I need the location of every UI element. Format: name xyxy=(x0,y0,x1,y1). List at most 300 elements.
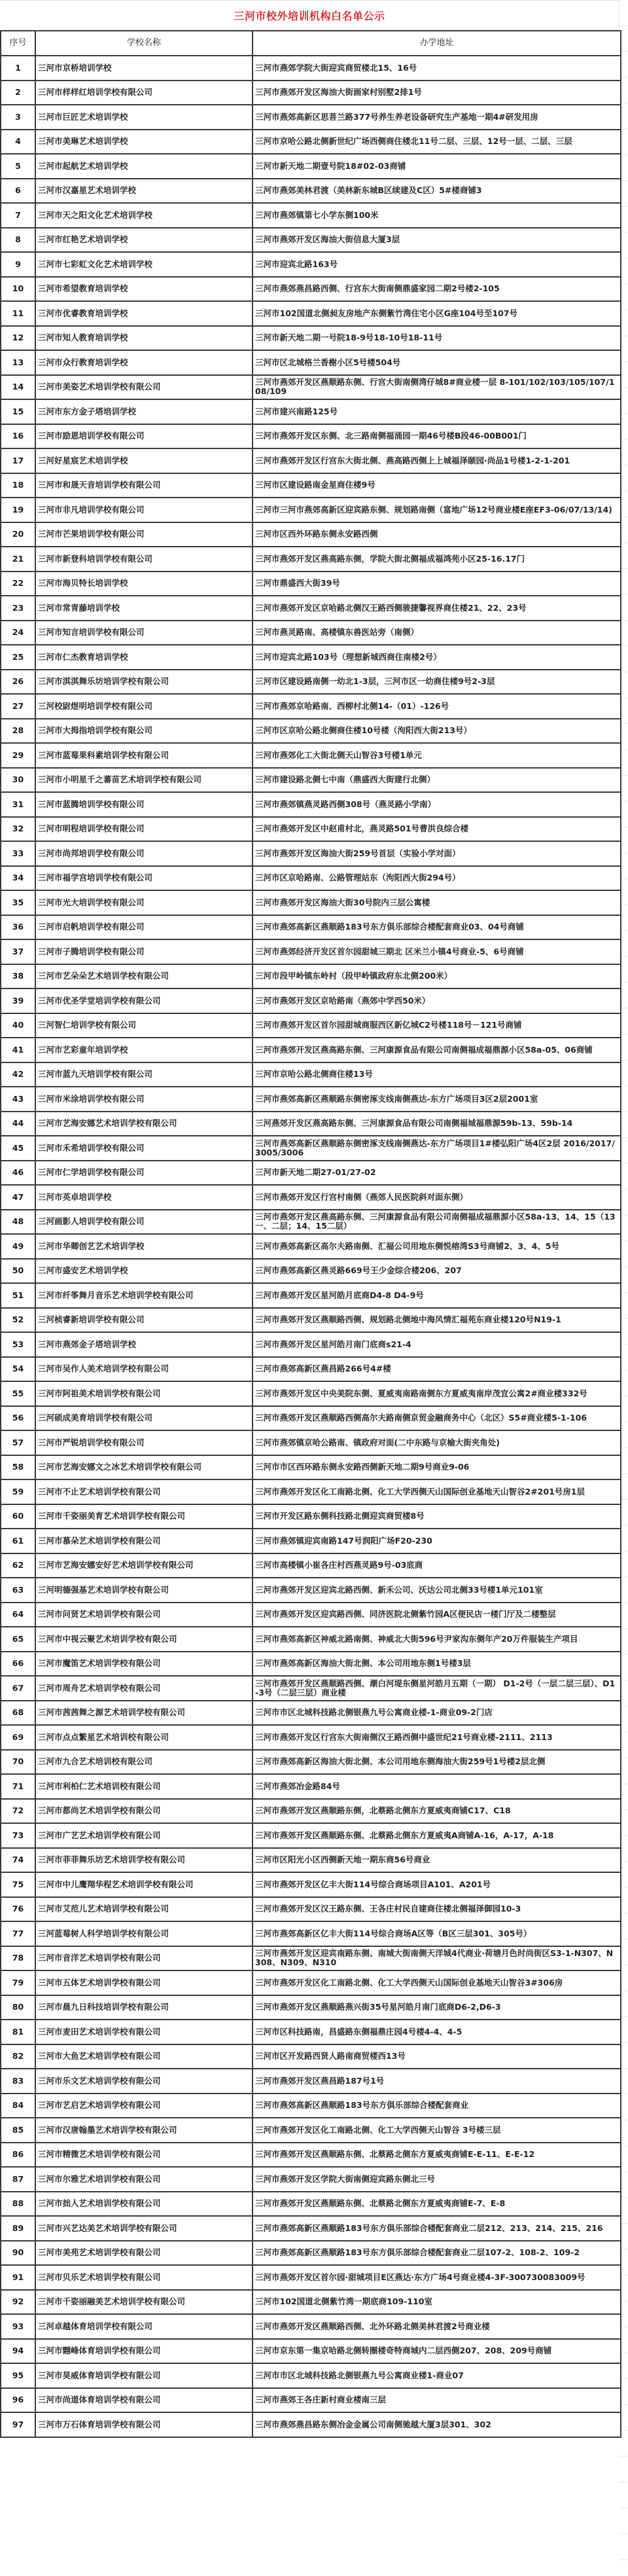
address-cell: 三河市京东第一集京哈路北侧转圈楼奇特商城内二层西侧207、208、209号商铺 xyxy=(253,2339,621,2364)
address-cell: 三河市燕郊高新区燕顺路183号东方俱乐部综合楼配套商业二层212、213、214、215、216 xyxy=(253,2216,621,2241)
row-seq: 76 xyxy=(1,1897,35,1922)
school-name-cell: 三河市七彩虹文化艺术培训学校 xyxy=(35,252,253,277)
school-name-cell: 三河蓝莓树人科学培训学校有限公司 xyxy=(35,1921,253,1946)
row-seq: 31 xyxy=(1,792,35,817)
table-row xyxy=(1,2020,621,2044)
table-row xyxy=(1,989,621,1013)
address-cell: 三河市燕郊开发区燕昌路187号1号 xyxy=(253,2069,621,2094)
row-seq: 2 xyxy=(1,81,35,105)
table-row xyxy=(1,375,621,400)
school-name-cell: 三河市不止艺术培训学校有限公司 xyxy=(35,1479,253,1504)
address-cell: 三河市燕郊开发区中赵甫村北，燕灵路501号曹洪良综合楼 xyxy=(253,817,621,842)
row-seq: 39 xyxy=(1,989,35,1013)
row-seq: 72 xyxy=(1,1799,35,1824)
address-cell: 三河市燕郊开发区亿丰大街114号综合商场项目A101、A201号 xyxy=(253,1872,621,1897)
row-seq: 95 xyxy=(1,2363,35,2388)
address-cell: 三河市市区北城科技路北侧银燕九号公寓商业楼1-商业07 xyxy=(253,2363,621,2388)
row-seq: 58 xyxy=(1,1455,35,1480)
table-row xyxy=(1,1283,621,1308)
school-name-cell: 三河市知言培训学校有限公司 xyxy=(35,621,253,645)
table-row xyxy=(1,1725,621,1750)
address-cell: 三河市燕郊开发区首尔园甜城商服西区新亿城C2号楼118号－121号商铺 xyxy=(253,1013,621,1038)
row-seq: 94 xyxy=(1,2339,35,2364)
row-seq: 81 xyxy=(1,2020,35,2044)
address-cell: 三河市京哈公路北侧新世纪广场西侧商住楼北11号二层、三层、12号一层、二层、三层 xyxy=(253,130,621,154)
table-row xyxy=(1,130,621,154)
school-name-cell: 三河市九合艺术培训校有限公司 xyxy=(35,1750,253,1775)
row-seq: 97 xyxy=(1,2412,35,2437)
row-seq: 24 xyxy=(1,621,35,645)
school-name-cell: 三河市知人教育培训学校 xyxy=(35,326,253,351)
school-name-cell: 三河市蓝莓果科素培训学校有限公司 xyxy=(35,743,253,768)
row-seq: 20 xyxy=(1,522,35,547)
row-seq: 4 xyxy=(1,130,35,154)
address-cell: 三河市燕郊开发区迎宾北路西侧、新禾公司、沃达公司北侧33号楼1单元101室 xyxy=(253,1578,621,1603)
address-cell: 三河市燕郊开发区行宫村南侧（燕郊人民医院斜对面东侧） xyxy=(253,1185,621,1210)
school-name-cell: 三河市光大培训学校有限公司 xyxy=(35,890,253,915)
address-cell: 三河市燕郊开发区中央美院东侧、夏威夷南路南侧东方夏威夷南岸茂宜公寓2#商业楼332号 xyxy=(253,1381,621,1406)
address-cell: 三河市燕郊开发区汉王路东侧、王各庄村民自建商住楼北侧福泽御园10-3 xyxy=(253,1897,621,1922)
row-seq: 41 xyxy=(1,1038,35,1062)
school-name-cell: 三河市千姿丽美育艺术培训学校有限公司 xyxy=(35,1504,253,1529)
table-row xyxy=(1,252,621,277)
address-cell: 三河市燕郊开发区燕顺路东侧、北蔡路北侧东方夏威夷A商铺A-16，A-17，A-18 xyxy=(253,1823,621,1848)
table-row xyxy=(1,203,621,228)
row-seq: 9 xyxy=(1,252,35,277)
row-seq: 71 xyxy=(1,1774,35,1799)
address-cell: 三河市燕郊王各庄新村商业楼南三层 xyxy=(253,2388,621,2413)
address-cell: 三河市燕郊冶金路84号 xyxy=(253,1774,621,1799)
address-cell: 三河市燕郊燕昌路东侧冶金金属公司南侧驰越大厦3层301、302 xyxy=(253,2412,621,2437)
row-seq: 77 xyxy=(1,1921,35,1946)
row-seq: 51 xyxy=(1,1283,35,1308)
address-cell: 三河市燕郊开发区燕高路东侧、三河康源食品有限公司南侧福成福鼎源小区58a-13、14、15（13一、二层；14、15二层） xyxy=(253,1210,621,1235)
table-row xyxy=(1,1921,621,1946)
table-row xyxy=(1,1553,621,1578)
table-row xyxy=(1,1799,621,1824)
address-cell: 三河市燕郊经济开发区首尔园甜城三期北 区米兰小镇4号商业-5、6号商铺 xyxy=(253,939,621,964)
row-seq: 79 xyxy=(1,1970,35,1995)
school-name-cell: 三河硕成美育培训学校有限公司 xyxy=(35,1406,253,1431)
table-row xyxy=(1,1652,621,1677)
school-name-cell: 三河市大鱼艺术培训学校有限公司 xyxy=(35,2044,253,2069)
school-name-cell: 三河市仁学培训学校有限公司 xyxy=(35,1161,253,1186)
school-name-cell: 三河市尚道体育培训学校有限公司 xyxy=(35,2388,253,2413)
row-seq: 54 xyxy=(1,1357,35,1382)
row-seq: 38 xyxy=(1,964,35,989)
table-row xyxy=(1,915,621,940)
table-row xyxy=(1,1406,621,1431)
table-row xyxy=(1,1087,621,1112)
address-cell: 三河市燕郊开发区东侧、北三路南侧福涌园一期46号楼B段46-00B001门 xyxy=(253,424,621,449)
school-name-cell: 三河市菲菲舞乐坊艺术培训学校有限公司 xyxy=(35,1848,253,1873)
row-seq: 3 xyxy=(1,105,35,130)
row-seq: 46 xyxy=(1,1161,35,1186)
table-row xyxy=(1,2241,621,2266)
address-cell: 三河市燕郊开发区海油大街30号院内三层公寓楼 xyxy=(253,890,621,915)
row-seq: 86 xyxy=(1,2143,35,2168)
table-row xyxy=(1,719,621,744)
school-name-cell: 三河市大拇指培训学校有限公司 xyxy=(35,719,253,744)
school-name-cell: 三河市五体艺术培训学校有限公司 xyxy=(35,1970,253,1995)
table-row xyxy=(1,2412,621,2437)
address-cell: 三河市燕郊高新区燕顺路东侧密涿支线南侧燕达-东方广场项目1#楼弘阳广场4区2层 2016/2017/3005/3006 xyxy=(253,1136,621,1161)
school-name-cell: 三河市中视云聚艺术培训学校有限公司 xyxy=(35,1627,253,1652)
address-cell: 三河市燕灵路南、高楼镇东兽医站旁（南侧） xyxy=(253,621,621,645)
address-cell: 三河市燕郊镇京哈公路南、镇政府对面(二中东路与京榆大街夹角处) xyxy=(253,1430,621,1455)
address-cell: 三河市区开发路西贤人路南商贸楼西13号 xyxy=(253,2044,621,2069)
row-seq: 5 xyxy=(1,154,35,179)
table-row xyxy=(1,1970,621,1995)
address-cell: 三河燕郊开发区燕高路东侧、三河康源食品有限公司南侧福城福鼎源59b-13、59b-14 xyxy=(253,1112,621,1136)
row-seq: 34 xyxy=(1,866,35,891)
address-cell: 三河市区科技路南，昌盛路东侧福鼎庄园4号楼4-4、4-5 xyxy=(253,2020,621,2044)
table-header-row xyxy=(1,31,621,56)
table-row xyxy=(1,301,621,326)
school-name-cell: 三河市艺启艺术培训学校有限公司 xyxy=(35,2094,253,2118)
table-row xyxy=(1,2069,621,2094)
title-band xyxy=(0,0,619,30)
table-row xyxy=(1,964,621,989)
row-seq: 70 xyxy=(1,1750,35,1775)
school-name-cell: 三河市新登科培训学校有限公司 xyxy=(35,547,253,571)
table-row xyxy=(1,1185,621,1210)
address-cell: 三河市燕郊开发区迎宾路西侧、同济医院北侧紫竹园A区便民店一楼门厅及二楼整层 xyxy=(253,1603,621,1627)
row-seq: 49 xyxy=(1,1234,35,1259)
address-cell: 三河市燕郊镇第七小学东侧100米 xyxy=(253,203,621,228)
school-name-cell: 三河市麦田艺术培训学校有限公司 xyxy=(35,2020,253,2044)
address-cell: 三河市开发区路东侧科技路北侧迎宾商贸楼8号 xyxy=(253,1504,621,1529)
table-row xyxy=(1,1381,621,1406)
row-seq: 80 xyxy=(1,1995,35,2020)
table-row xyxy=(1,2118,621,2143)
address-cell: 三河市燕郊开发区燕顺路西侧、规划路北侧地中海风情汇福苑东商业楼120号N19-1 xyxy=(253,1308,621,1333)
row-seq: 52 xyxy=(1,1308,35,1333)
address-cell: 三河市燕郊开发区化工南路北侧、化工大学西侧天山国际创业基地天山智谷3#306房 xyxy=(253,1970,621,1995)
table-row xyxy=(1,890,621,915)
row-seq: 23 xyxy=(1,596,35,621)
row-seq: 45 xyxy=(1,1136,35,1161)
table-row xyxy=(1,2192,621,2217)
address-cell: 三河市102国道北侧紫竹湾一期底商109-110室 xyxy=(253,2290,621,2315)
address-cell: 三河市燕郊高新区思菩兰路377号养生养老设备研究生产基地一期4#研发用房 xyxy=(253,105,621,130)
address-cell: 三河市燕郊开发区海油大街画家村别墅2排1号 xyxy=(253,81,621,105)
address-cell: 三河市区阳光小区西侧新天地一期东商56号商业 xyxy=(253,1848,621,1873)
table-row xyxy=(1,2143,621,2168)
address-cell: 三河市燕郊高新区燕顺路183号东方俱乐部综合楼配套商业03、04号商铺 xyxy=(253,915,621,940)
table-row xyxy=(1,596,621,621)
address-cell: 三河市区西外环路东侧永安路西侧 xyxy=(253,522,621,547)
address-cell: 三河市燕郊开发区燕顺路西侧、潮白河堤东侧星河皓月五期（一期） D1-2号（一层二层三层）、D1-3号（二层三层）商业楼 xyxy=(253,1676,621,1701)
address-cell: 三河市燕郊开发区燕高路东侧、三河康源食品有限公司南侧福成福鼎源小区58a-05、06商铺 xyxy=(253,1038,621,1062)
school-name-cell: 三河市汉唐翰墨艺术培训学校有限公司 xyxy=(35,2118,253,2143)
school-name-cell: 三河市精微艺术培训学校有限公司 xyxy=(35,2143,253,2168)
row-seq: 27 xyxy=(1,694,35,719)
address-cell: 三河市燕郊开发区海油大街信息大厦3层 xyxy=(253,228,621,253)
table-row xyxy=(1,2388,621,2413)
address-cell: 三河市燕郊开发区迎宾南路东侧、南城大街南侧天洋城4代商业·荷塘月色时尚街区S3-1-N307、N308、N309、N310 xyxy=(253,1946,621,1971)
school-name-cell: 三河市严锐培训学校有限公司 xyxy=(35,1430,253,1455)
school-name-cell: 三河市小明星千之蕃苗艺术培训学校有限公司 xyxy=(35,768,253,793)
school-name-cell: 三河市纤筝舞月音乐艺术培训学校有限公司 xyxy=(35,1283,253,1308)
address-cell: 三河市燕郊开发区星河皓月南门底商s21-4 xyxy=(253,1332,621,1357)
row-seq: 48 xyxy=(1,1210,35,1235)
school-name-cell: 三河市淇淇舞乐坊培训学校有限公司 xyxy=(35,670,253,695)
school-name-cell: 三河市蓝九天培训学校有限公司 xyxy=(35,1062,253,1087)
school-name-cell: 三河市天之阳文化艺术培训学校 xyxy=(35,203,253,228)
row-seq: 13 xyxy=(1,350,35,375)
row-seq: 36 xyxy=(1,915,35,940)
address-cell: 三河市迎宾北路163号 xyxy=(253,252,621,277)
page-title: 三河市校外培训机构白名单公示 xyxy=(234,10,385,22)
row-seq: 62 xyxy=(1,1553,35,1578)
table-row xyxy=(1,399,621,424)
row-seq: 37 xyxy=(1,939,35,964)
school-name-cell: 三河好星宸艺术培训学校 xyxy=(35,448,253,473)
row-seq: 64 xyxy=(1,1603,35,1627)
table-row xyxy=(1,154,621,179)
address-cell: 三河市燕郊燕昌路西侧、行宫东大街南侧鼎盛家园二期2号楼2-105 xyxy=(253,277,621,302)
table-row xyxy=(1,105,621,130)
row-seq: 53 xyxy=(1,1332,35,1357)
table-row xyxy=(1,1455,621,1480)
school-name-cell: 三河市艺海安娜文之冰艺术培训学校有限公司 xyxy=(35,1455,253,1480)
address-cell: 三河市燕郊开发区燕顺路东侧、北蔡路北侧东方夏威夷商铺E-7、E-8 xyxy=(253,2192,621,2217)
table-row xyxy=(1,350,621,375)
table-row xyxy=(1,1701,621,1726)
table-body xyxy=(1,56,621,2437)
address-cell: 三河市新天地二期壹号院18#02-03商铺 xyxy=(253,154,621,179)
address-cell: 三河市燕郊开发区燕顺路西侧、北外环路北侧美林君渡2号商业楼 xyxy=(253,2314,621,2339)
school-name-cell: 三河市禾希培训学校有限公司 xyxy=(35,1136,253,1161)
table-row xyxy=(1,498,621,522)
address-cell: 三河市迎宾北路103号（理想新城西商住南楼2号） xyxy=(253,645,621,670)
school-name-cell: 三河市明程培训学校有限公司 xyxy=(35,817,253,842)
address-cell: 三河市区北城格兰香榭小区5号楼504号 xyxy=(253,350,621,375)
school-name-cell: 三河市问贤艺术培训学校有限公司 xyxy=(35,1603,253,1627)
table-row xyxy=(1,228,621,253)
row-seq: 90 xyxy=(1,2241,35,2266)
row-seq: 19 xyxy=(1,498,35,522)
table-row xyxy=(1,645,621,670)
table-row xyxy=(1,522,621,547)
table-row xyxy=(1,841,621,866)
row-seq: 73 xyxy=(1,1823,35,1848)
school-name-cell: 三河市海贝特长培训学校 xyxy=(35,571,253,596)
address-cell: 三河市燕郊开发区燕顺路西侧高尔夫路南侧京贸金融商务中心（北区）S5#商业楼5-1-106 xyxy=(253,1406,621,1431)
table-row xyxy=(1,1676,621,1701)
school-name-cell: 三河市仁杰教育培训学校 xyxy=(35,645,253,670)
school-name-cell: 三河市众行教育培训学校 xyxy=(35,350,253,375)
address-cell: 三河市建兴南路125号 xyxy=(253,399,621,424)
row-seq: 93 xyxy=(1,2314,35,2339)
school-name-cell: 三河市非凡培训学校有限公司 xyxy=(35,498,253,522)
table-row xyxy=(1,1479,621,1504)
row-seq: 68 xyxy=(1,1701,35,1726)
school-name-cell: 三河市红艳艺术培训学校 xyxy=(35,228,253,253)
table-row xyxy=(1,1774,621,1799)
table-row xyxy=(1,56,621,81)
row-seq: 65 xyxy=(1,1627,35,1652)
whitelist-table xyxy=(0,30,621,2438)
address-cell: 三河市新天地二期27-01/27-02 xyxy=(253,1161,621,1186)
school-name-cell: 三河市周舟艺术培训学校有限公司 xyxy=(35,1676,253,1701)
row-seq: 96 xyxy=(1,2388,35,2413)
row-seq: 11 xyxy=(1,301,35,326)
address-cell: 三河市燕郊开发区星河皓月底商D4-8 D4-9号 xyxy=(253,1283,621,1308)
school-name-cell: 三河市茜茜舞之源艺术培训学校有限公司 xyxy=(35,1701,253,1726)
row-seq: 16 xyxy=(1,424,35,449)
school-name-cell: 三河市艺朵朵艺术培训学校有限公司 xyxy=(35,964,253,989)
school-name-cell: 三河校尉煜明培训学校有限公司 xyxy=(35,694,253,719)
school-name-cell: 三河市千姿丽融美艺术培训学校有限公司 xyxy=(35,2290,253,2315)
row-seq: 82 xyxy=(1,2044,35,2069)
table-row xyxy=(1,473,621,498)
school-name-cell: 三河市利柏仁艺术培训校有限公司 xyxy=(35,1774,253,1799)
table-row xyxy=(1,670,621,695)
address-cell: 三河市区京哈路南、公路管理站东（泃阳西大街294号） xyxy=(253,866,621,891)
school-name-cell: 三河市魔笛艺术培训学校有限公司 xyxy=(35,1652,253,1677)
address-cell: 三河市燕郊高新区海油大街北侧、本公司用地东侧海油大街259号1号楼2层北侧 xyxy=(253,1750,621,1775)
row-seq: 47 xyxy=(1,1185,35,1210)
table-row xyxy=(1,1578,621,1603)
school-name-cell: 三河市优圣学堂培训学校有限公司 xyxy=(35,989,253,1013)
row-seq: 40 xyxy=(1,1013,35,1038)
address-cell: 三河市燕郊开发区燕顺路东侧、北蔡路北侧东方夏威夷商铺E-E-11、E-E-12 xyxy=(253,2143,621,2168)
school-name-cell: 三河市和晟天音培训学校有限公司 xyxy=(35,473,253,498)
address-cell: 三河市市区北城科技路北侧银燕九号公寓商业楼-1-商业09-2门店 xyxy=(253,1701,621,1726)
row-seq: 55 xyxy=(1,1381,35,1406)
address-cell: 三河市区建设路南金星商住楼9号 xyxy=(253,473,621,498)
address-cell: 三河市京哈公路北侧商住楼13号 xyxy=(253,1062,621,1087)
table-row xyxy=(1,1529,621,1553)
address-cell: 三河市高楼镇小崔各庄村西燕灵路9号-03底商 xyxy=(253,1553,621,1578)
school-name-cell: 三河卓越体育培训学校有限公司 xyxy=(35,2314,253,2339)
table-row xyxy=(1,1872,621,1897)
school-name-cell: 三河市样样红培训学校有限公司 xyxy=(35,81,253,105)
address-cell: 三河市燕郊美林君渡（美林新东城B区续建及C区）5#楼商铺3 xyxy=(253,179,621,204)
address-cell: 三河市燕郊开发区行宫东大街北侧、燕高路西侧上上城福泽颐园·尚品1号楼1-2-1-201 xyxy=(253,448,621,473)
row-seq: 12 xyxy=(1,326,35,351)
address-cell: 三河市燕郊高新区海油大街北侧、本公司用地东侧1号楼3层 xyxy=(253,1652,621,1677)
table-row xyxy=(1,1627,621,1652)
table-row xyxy=(1,2339,621,2364)
school-name-cell: 三河市美姿艺术培训学校有限公司 xyxy=(35,375,253,400)
table-row xyxy=(1,621,621,645)
table-row xyxy=(1,1430,621,1455)
row-seq: 78 xyxy=(1,1946,35,1971)
address-cell: 三河市燕郊高新区高尔夫路南侧、汇福公司用地东侧悦榕湾S3号商铺2、3、4、5号 xyxy=(253,1234,621,1259)
row-seq: 25 xyxy=(1,645,35,670)
table-row xyxy=(1,2265,621,2290)
table-row xyxy=(1,2216,621,2241)
school-name-cell: 三河市巨匠艺术培训学校 xyxy=(35,105,253,130)
address-cell: 三河市燕郊开发区行宫东大街南侧汉王路西侧中盛世纪21号商业楼-2111、2113 xyxy=(253,1725,621,1750)
table-row xyxy=(1,792,621,817)
row-seq: 7 xyxy=(1,203,35,228)
school-name-cell: 三河市艺海安娜安好艺术培训学校有限公司 xyxy=(35,1553,253,1578)
table-row xyxy=(1,1946,621,1971)
header-address: 办学地址 xyxy=(253,31,621,56)
row-seq: 43 xyxy=(1,1087,35,1112)
school-name-cell: 三河市尚邦培训学校有限公司 xyxy=(35,841,253,866)
row-seq: 59 xyxy=(1,1479,35,1504)
school-name-cell: 三河市拙人艺术培训学校有限公司 xyxy=(35,2192,253,2217)
address-cell: 三河市燕郊开发区燕顺路东侧，北蔡路北侧东方夏威夷商铺C17、C18 xyxy=(253,1799,621,1824)
school-name-cell: 三河智仁培训学校有限公司 xyxy=(35,1013,253,1038)
address-cell: 三河市鼎盛西大街39号 xyxy=(253,571,621,596)
table-row xyxy=(1,81,621,105)
row-seq: 30 xyxy=(1,768,35,793)
school-name-cell: 三河市京桥培训学校 xyxy=(35,56,253,81)
table-row xyxy=(1,1161,621,1186)
table-row xyxy=(1,1259,621,1284)
row-seq: 15 xyxy=(1,399,35,424)
row-seq: 92 xyxy=(1,2290,35,2315)
school-name-cell: 三河市音洋艺术培训学校有限公司 xyxy=(35,1946,253,1971)
row-seq: 56 xyxy=(1,1406,35,1431)
table-row xyxy=(1,1210,621,1235)
address-cell: 三河市区京哈公路北侧商住楼10号楼（泃阳西大街213号） xyxy=(253,719,621,744)
row-seq: 57 xyxy=(1,1430,35,1455)
row-seq: 61 xyxy=(1,1529,35,1553)
school-name-cell: 三河市翾峰体育培训学校有限公司 xyxy=(35,2339,253,2364)
table-row xyxy=(1,571,621,596)
row-seq: 21 xyxy=(1,547,35,571)
address-cell: 三河市燕郊镇迎宾南路147号润阳广场F20-230 xyxy=(253,1529,621,1553)
table-row xyxy=(1,1504,621,1529)
school-name-cell: 三河市起航艺术培训学校 xyxy=(35,154,253,179)
school-name-cell: 三河市中儿鹰翔华程艺术培训学校有限公司 xyxy=(35,1872,253,1897)
row-seq: 28 xyxy=(1,719,35,744)
table-row xyxy=(1,2167,621,2192)
table-row xyxy=(1,1750,621,1775)
school-name-cell: 三河画影人培训学校有限公司 xyxy=(35,1210,253,1235)
row-seq: 35 xyxy=(1,890,35,915)
row-seq: 32 xyxy=(1,817,35,842)
school-name-cell: 三河市美苑艺术培训学校有限公司 xyxy=(35,2241,253,2266)
school-name-cell: 三河明德强基艺术培训学校有限公司 xyxy=(35,1578,253,1603)
school-name-cell: 三河市优睿教育培训学校 xyxy=(35,301,253,326)
row-seq: 67 xyxy=(1,1676,35,1701)
school-name-cell: 三河市广艺艺术培训学校有限公司 xyxy=(35,1823,253,1848)
school-name-cell: 三河市昊威体育培训学校有限公司 xyxy=(35,2363,253,2388)
school-name-cell: 三河市点点繁星艺术培训校有限公司 xyxy=(35,1725,253,1750)
table-row xyxy=(1,277,621,302)
school-name-cell: 三河市美琳艺术培训学校 xyxy=(35,130,253,154)
table-row xyxy=(1,1603,621,1627)
address-cell: 三河市燕郊开发区京哈路北侧汉王路西侧骏捷馨视界商住楼21、22、23号 xyxy=(253,596,621,621)
address-cell: 三河市燕郊京哈路南、西柳村北侧14-（01）-126号 xyxy=(253,694,621,719)
school-name-cell: 三河市艺海安娜艺术培训学校有限公司 xyxy=(35,1112,253,1136)
school-name-cell: 三河市英卓培训学校 xyxy=(35,1185,253,1210)
address-cell: 三河市燕郊高新区神威北路南侧、神威北大街596号尹家沟东侧年产20万件服装生产项目 xyxy=(253,1627,621,1652)
row-seq: 10 xyxy=(1,277,35,302)
table-row xyxy=(1,2094,621,2118)
table-row xyxy=(1,326,621,351)
address-cell: 三河市燕郊高新区燕顺路183号东方俱乐部综合楼配套商业 xyxy=(253,2094,621,2118)
table-row xyxy=(1,448,621,473)
table-row xyxy=(1,2363,621,2388)
table-row xyxy=(1,2044,621,2069)
school-name-cell: 三河市励恩培训学校有限公司 xyxy=(35,424,253,449)
school-name-cell: 三河市艺彩童年培训学校 xyxy=(35,1038,253,1062)
school-name-cell: 三河市希望教育培训学校 xyxy=(35,277,253,302)
table-row xyxy=(1,866,621,891)
row-seq: 17 xyxy=(1,448,35,473)
row-seq: 1 xyxy=(1,56,35,81)
table-row xyxy=(1,2314,621,2339)
